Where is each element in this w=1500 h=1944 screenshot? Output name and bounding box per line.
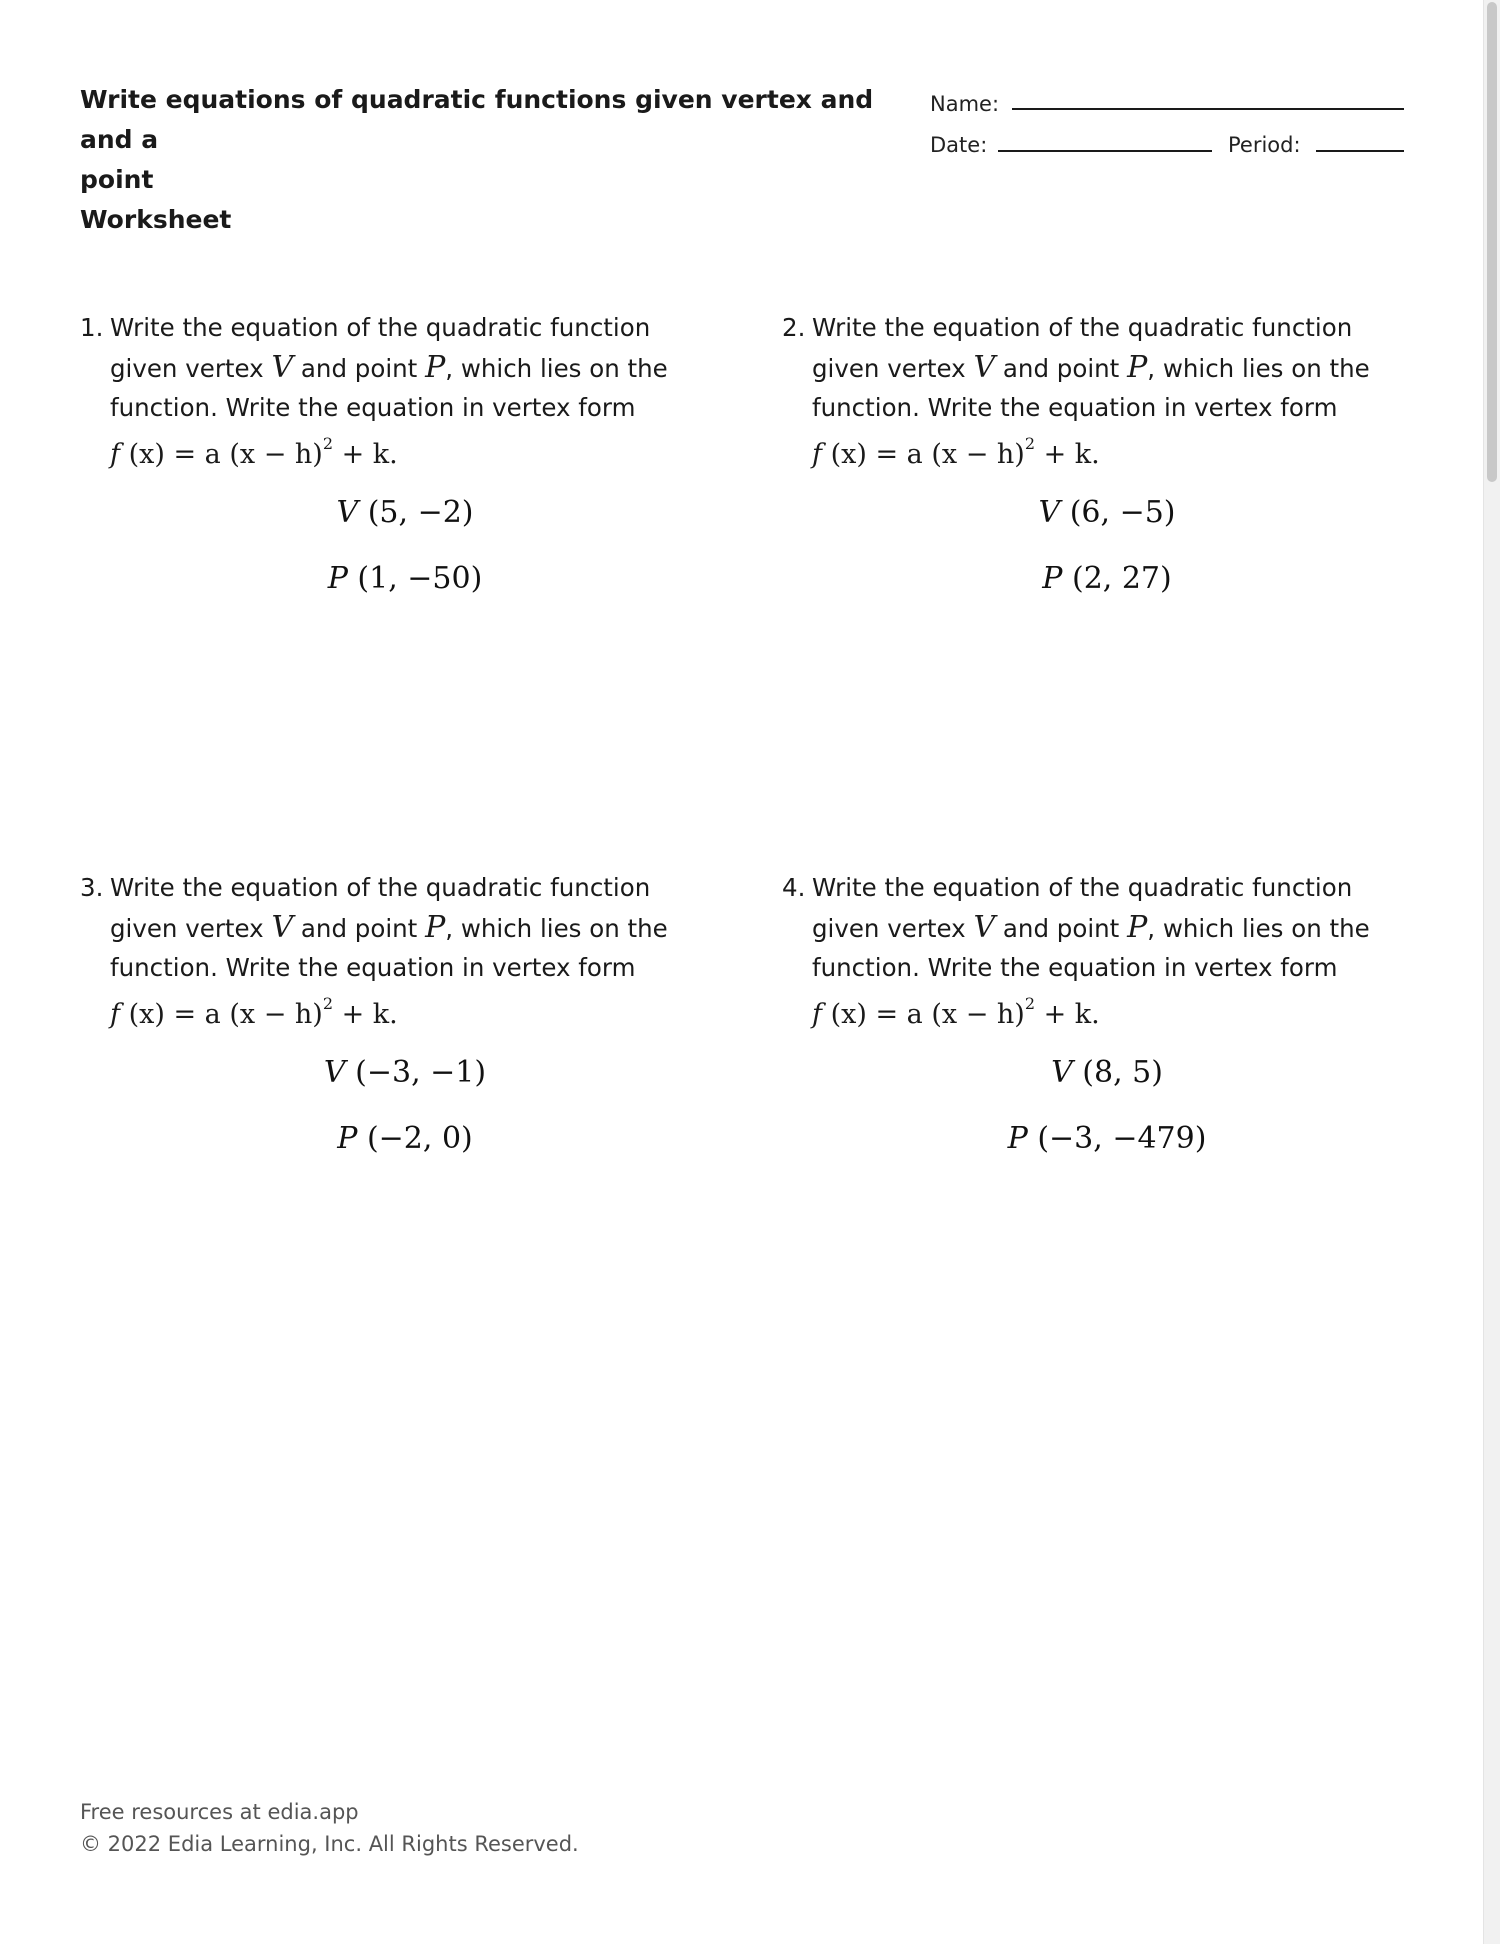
date-blank-line: [998, 150, 1212, 152]
problem-number: 3.: [80, 873, 104, 902]
scrollbar-thumb[interactable]: [1487, 2, 1497, 482]
point-2: P (2, 27): [1042, 561, 1172, 596]
instruction-line-3: function. Write the equation in vertex form: [812, 393, 1338, 422]
vertical-scrollbar[interactable]: [1483, 0, 1500, 1944]
instruction-line-3: function. Write the equation in vertex form: [110, 393, 636, 422]
vertex-3: V (−3, −1): [323, 1055, 487, 1090]
period-blank-line: [1316, 150, 1404, 152]
vertex-form-formula: f (x) = a $(x - h)^2 + k$.: [812, 994, 1100, 1030]
name-label: Name:: [930, 92, 1000, 116]
instruction-line-2: given vertex V and point P, which lies on the: [110, 350, 668, 385]
vertex-1: V (5, −2): [336, 495, 474, 530]
problem-2: [782, 308, 1402, 468]
date-label: Date:: [930, 133, 988, 157]
instruction-line-2: given vertex V and point P, which lies on the: [110, 910, 668, 945]
instruction-line-1: Write the equation of the quadratic function: [110, 873, 651, 902]
vertex-form-formula: f (x) = a $(x - h)^2 + k$.: [812, 434, 1100, 470]
name-blank-line: [1012, 108, 1404, 110]
point-4: P (−3, −479): [1007, 1121, 1207, 1156]
vertex-form-formula: f (x) = a $(x - h)^2 + k$.: [110, 434, 398, 470]
problem-3: [80, 868, 700, 1028]
problem-4: [782, 868, 1402, 1028]
vertex-4: V (8, 5): [1051, 1055, 1163, 1090]
instruction-line-1: Write the equation of the quadratic function: [812, 873, 1353, 902]
title-line-3: Worksheet: [80, 205, 232, 234]
point-3: P (−2, 0): [337, 1121, 473, 1156]
title-line-1: Write equations of quadratic functions given vertex and and a: [80, 85, 874, 154]
instruction-line-1: Write the equation of the quadratic function: [110, 313, 651, 342]
vertex-2: V (6, −5): [1038, 495, 1176, 530]
footer-resources: Free resources at edia.app: [80, 1800, 359, 1824]
problem-number: 1.: [80, 313, 104, 342]
instruction-line-1: Write the equation of the quadratic function: [812, 313, 1353, 342]
instruction-line-2: given vertex V and point P, which lies on the: [812, 910, 1370, 945]
period-label: Period:: [1228, 133, 1301, 157]
problem-number: 4.: [782, 873, 806, 902]
footer-copyright: © 2022 Edia Learning, Inc. All Rights Reserved.: [80, 1832, 579, 1856]
problem-1: [80, 308, 700, 468]
instruction-line-2: given vertex V and point P, which lies on the: [812, 350, 1370, 385]
instruction-line-3: function. Write the equation in vertex form: [812, 953, 1338, 982]
point-1: P (1, −50): [327, 561, 483, 596]
vertex-form-formula: f (x) = a $(x - h)^2 + k$.: [110, 994, 398, 1030]
problem-number: 2.: [782, 313, 806, 342]
worksheet-title: [80, 80, 880, 240]
title-line-2: point: [80, 165, 154, 194]
instruction-line-3: function. Write the equation in vertex form: [110, 953, 636, 982]
